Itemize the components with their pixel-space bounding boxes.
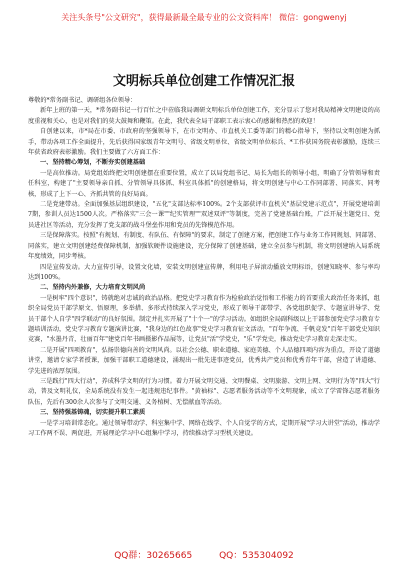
section-heading: 一、坚持精心筹划，不断夯实创建基础 — [40, 159, 146, 167]
salutation: 尊敬的*常务副书记、调研组各位领导： — [28, 97, 137, 104]
paragraph: 二是党建带动。全面加强基层组织建设，"五化"支部达标率100%。2个支部获评市直机关"基层党建示范点"，开展党建培训7期，参训人员达1500人次。严格落实"三会一课""纪实管理""双述双评"等制度，完善了党建基础台账，广泛开展主题党日、党员进社区等活动，充分发挥了党支部的战斗堡垒作用和党员的先锋模范作用。 — [28, 201, 380, 229]
document-body — [28, 96, 380, 439]
paragraph: 一是高位推动。局党组始终把文明创建摆在重要位置，成立了以局党组书记、局长为组长的领导小组，明确了分管领导和责任科室，构建了"主要领导亲自抓、分管领导具体抓、科室具体抓"的创建格局，将文明创建与中心工作同部署、同落实、同考核，形成了上下一心、齐抓共管的良好局面。 — [28, 169, 380, 198]
paragraph: 四是宣传发动。大力宣传引导，设置文化墙，安装文明创建宣传牌，利用电子屏滚动播放文明标语，创建知晓率、参与率均达到100%。 — [28, 263, 380, 281]
paragraph: 三是保障落实。按照"有规划、有制度、有队伍、有保障"的要求，制定了创建方案，把创建工作与业务工作同规划、同部署、同落实，建立文明创建经费保障机制，加强软硬件设施建设，充分保障了创建基础，建立全员参与机制，将文明创建纳入局系统年度绩效，同步考核。 — [28, 232, 380, 261]
footer-qq: QQ：535304092 — [219, 551, 294, 561]
paragraph: 二是开展"四项教育"，弘扬崇德向善的文明风尚。以社会公德、职业道德、家庭美德、个人品德四项内容为重点，开设了道德讲堂，邀请专家学者授课，加强干部职工道德建设，涌现出一批先进事迹党员，优秀共产党员和优秀青年干部，营造了讲道德、学先进的浓厚氛围。 — [28, 346, 380, 375]
section-heading: 二、坚持内外兼修，大力培育文明风尚 — [40, 284, 146, 292]
footer — [0, 548, 408, 561]
section-heading: 三、坚持强基铸魂，切实提升职工素质 — [40, 409, 146, 417]
paragraph: 新年上班的第一天，*常务副书记一行百忙之中莅临我局调研文明标兵单位创建工作，充分显示了您对我局精神文明建设的高度重视和关心，也是对我们的莫大鼓舞和鞭策。在此，我代表全局干部职工表示衷心的感谢和热烈的欢迎！ — [28, 107, 380, 125]
paragraph: 三是践行"四大行动"，养成科学文明的行为习惯。着力开展文明交通、文明餐桌、文明旅游、文明上网、文明行为等"四大"行动，普及文明礼仪，全局系统没有发生一起违规违纪事件。"黄袖标"、志愿者服务活动等不文明现象，成立了学雷锋志愿者服务队伍，先后有300余人次参与了文明交通、义务植树、无偿献血等活动。 — [28, 377, 380, 406]
banner-text: 关注头条号"公文研究"，获得最新最全最专业的公文资料库！ 微信：gongwenyj — [61, 13, 347, 22]
paragraph: 一是树牢"四个意识"，铸就绝对忠诚的政治品格。把党史学习教育作为检验政治觉悟和工作能力的首要重大政治任务来抓，组织全局党员干部学原文、悟原理，多举措、多形式持续深入学习党史，形成了领导干部带学、各党组织促学、专题宣讲导学、党员干部个人自学"四学联动"的良好氛围。制定并扎实开展了"十个一"的学习活动。如组织全局副科级以上干部参加党史学习教育专题培训活动，党史学习教育专题演讲比赛，"我身边的红色故事"党史学习教育征文活动，"百年争流、千帆竞发"百年干部党史知识竞赛，"水墨丹青，壮丽百年"建党百年书画摄影作品展等，让党员"活"学党史，"乐"学党史，推动党史学习教育走深走实。 — [28, 294, 380, 344]
paragraph: 一是学习培训常态化。通过领导带动学、科室集中学、网络在线学、个人自觉学的方式，定期开展"学习大讲堂"活动，推动学习工作两不误、两促进，开展理论学习中心组集中学习，持续推动学习型机关建设。 — [28, 419, 380, 437]
footer-qq-group: QQ群：30265665 — [114, 551, 193, 561]
document-title: 文明标兵单位创建工作情况汇报 — [112, 74, 295, 89]
paragraph: 自创建以来，市*局在市委、市政府的坚强领导下，在市文明办、市直机关工委等部门的精心指导下，坚持以文明创建为抓手，带动各项工作全面提升，先后获得国家级青年文明号、省级文明单位、省级文明单位标兵、*工作获国务院表彰激励，连续三年获省政府表彰激励。我们主要做了六方面工作： — [28, 128, 380, 157]
paragraph-list — [28, 106, 380, 439]
